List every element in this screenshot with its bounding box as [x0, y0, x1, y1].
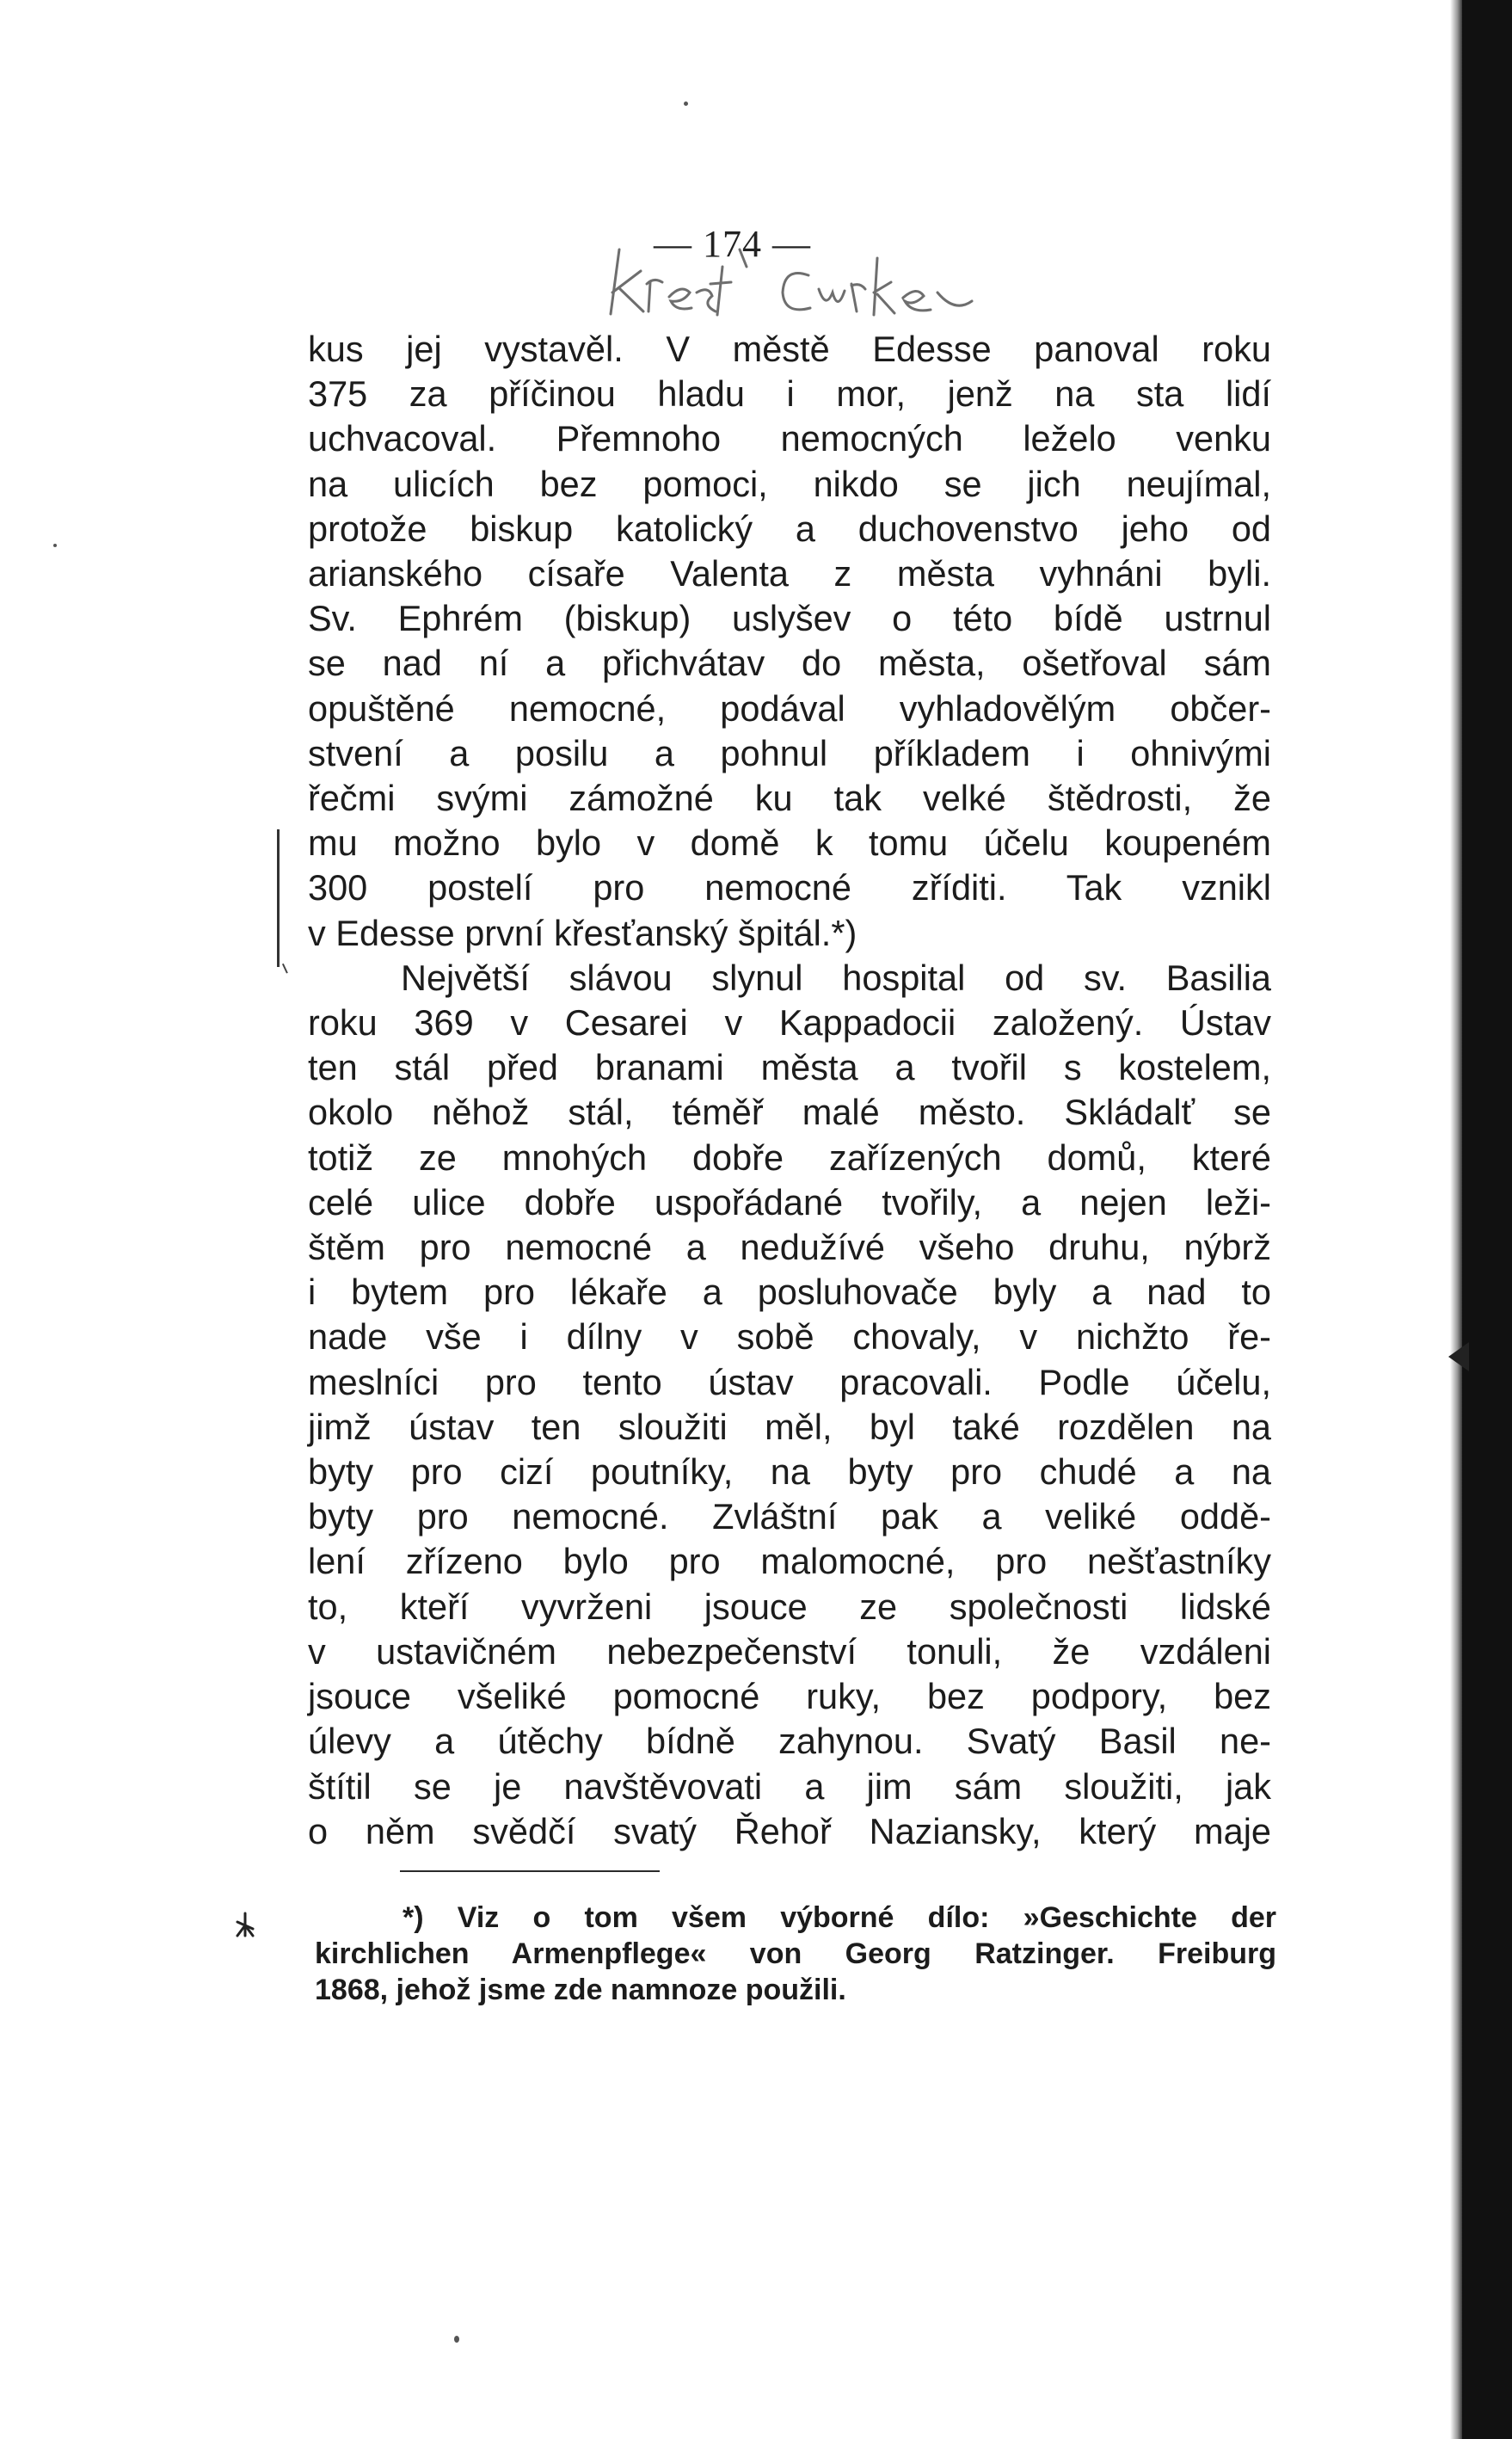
text-line: uchvacoval. Přemnoho nemocných leželo venku [308, 418, 1271, 459]
text-line: 375 za příčinou hladu i mor, jenž na sta lidí [308, 373, 1271, 415]
footnote-divider [400, 1870, 660, 1872]
text-line: totiž ze mnohých dobře zařízených domů, které [308, 1136, 1271, 1178]
text-line: v ustavičném nebezpečenství tonuli, že vzdáleni [308, 1630, 1271, 1672]
text-line: okolo něhož stál, téměř malé město. Skládalť se [308, 1092, 1271, 1133]
text-line: řečmi svými zámožné ku tak velké štědrosti, že [308, 778, 1271, 819]
handwritten-annotation [593, 232, 1006, 327]
text-line: to, kteří vyvrženi jsouce ze společnosti lidské [308, 1586, 1271, 1627]
paper-speck [684, 102, 688, 106]
text-line: mu možno bylo v domě k tomu účelu koupeném [308, 822, 1271, 864]
paper-speck [454, 2336, 459, 2343]
text-line: se nad ní a přichvátav do města, ošetřoval sám [308, 643, 1271, 684]
text-line: arianského císaře Valenta z města vyhnáni byli. [308, 553, 1271, 594]
text-line: v Edesse první křesťanský špitál.*) [308, 912, 857, 953]
scan-edge [1462, 0, 1512, 2439]
footnote-line: kirchlichen Armenpflege« von Georg Ratzinger. Freiburg [315, 1937, 1276, 1970]
margin-pencil-bracket [277, 829, 297, 967]
paper-speck [53, 544, 57, 547]
footnote-line: 1868, jehož jsme zde namnoze použili. [315, 1974, 846, 2006]
text-line: opuštěné nemocné, podával vyhladovělým občer- [308, 687, 1271, 729]
text-line: jimž ústav ten sloužiti měl, byl také rozdělen na [308, 1406, 1271, 1447]
body-text [308, 327, 1271, 1854]
text-line: Sv. Ephrém (biskup) uslyšev o této bídě ustrnul [308, 598, 1271, 639]
text-line: i bytem pro lékaře a posluhovače byly a nad to [308, 1272, 1271, 1313]
text-line: kus jej vystavěl. V městě Edesse panoval roku [308, 329, 1271, 369]
text-line: štěm pro nemocné a nedužívé všeho druhu, nýbrž [308, 1227, 1271, 1268]
text-line: úlevy a útěchy bídně zahynou. Svatý Basil ne- [308, 1721, 1271, 1762]
text-line: byty pro nemocné. Zvláštní pak a veliké oddě- [308, 1496, 1271, 1537]
footnote [315, 1900, 1276, 2008]
text-line: ten stál před branami města a tvořil s kostelem, [308, 1047, 1271, 1088]
text-line: stvení a posilu a pohnul příkladem i ohnivými [308, 732, 1271, 773]
text-line: roku 369 v Cesarei v Kappadocii založený. Ústav [308, 1002, 1271, 1044]
footnote-margin-mark-icon [232, 1910, 258, 1948]
text-line: na ulicích bez pomoci, nikdo se jich neujímal, [308, 463, 1271, 504]
text-line: lení zřízeno bylo pro malomocné, pro nešťastníky [308, 1541, 1271, 1582]
footnote-line: *) Viz o tom všem výborné dílo: »Geschichte der [403, 1901, 1276, 1934]
text-line: byty pro cizí poutníky, na byty pro chudé a na [308, 1451, 1271, 1493]
text-line: Největší slávou slynul hospital od sv. Basilia [401, 957, 1271, 998]
text-line: štítil se je navštěvovati a jim sám sloužiti, jak [308, 1765, 1271, 1807]
text-line: celé ulice dobře uspořádané tvořily, a nejen leži- [308, 1181, 1271, 1223]
text-line: jsouce všeliké pomocné ruky, bez podpory, bez [308, 1676, 1271, 1717]
page-number: — 174 — [654, 223, 811, 265]
text-line: 300 postelí pro nemocné zříditi. Tak vznikl [308, 867, 1271, 908]
scan-edge-shadow [1450, 0, 1462, 2439]
text-line: protože biskup katolický a duchovenstvo jeho od [308, 508, 1271, 549]
text-line: o něm svědčí svatý Řehoř Naziansky, který maje [308, 1810, 1271, 1851]
text-line: meslníci pro tento ústav pracovali. Podle účelu, [308, 1361, 1271, 1402]
text-line: nade vše i dílny v sobě chovaly, v nichžto ře- [308, 1316, 1271, 1358]
